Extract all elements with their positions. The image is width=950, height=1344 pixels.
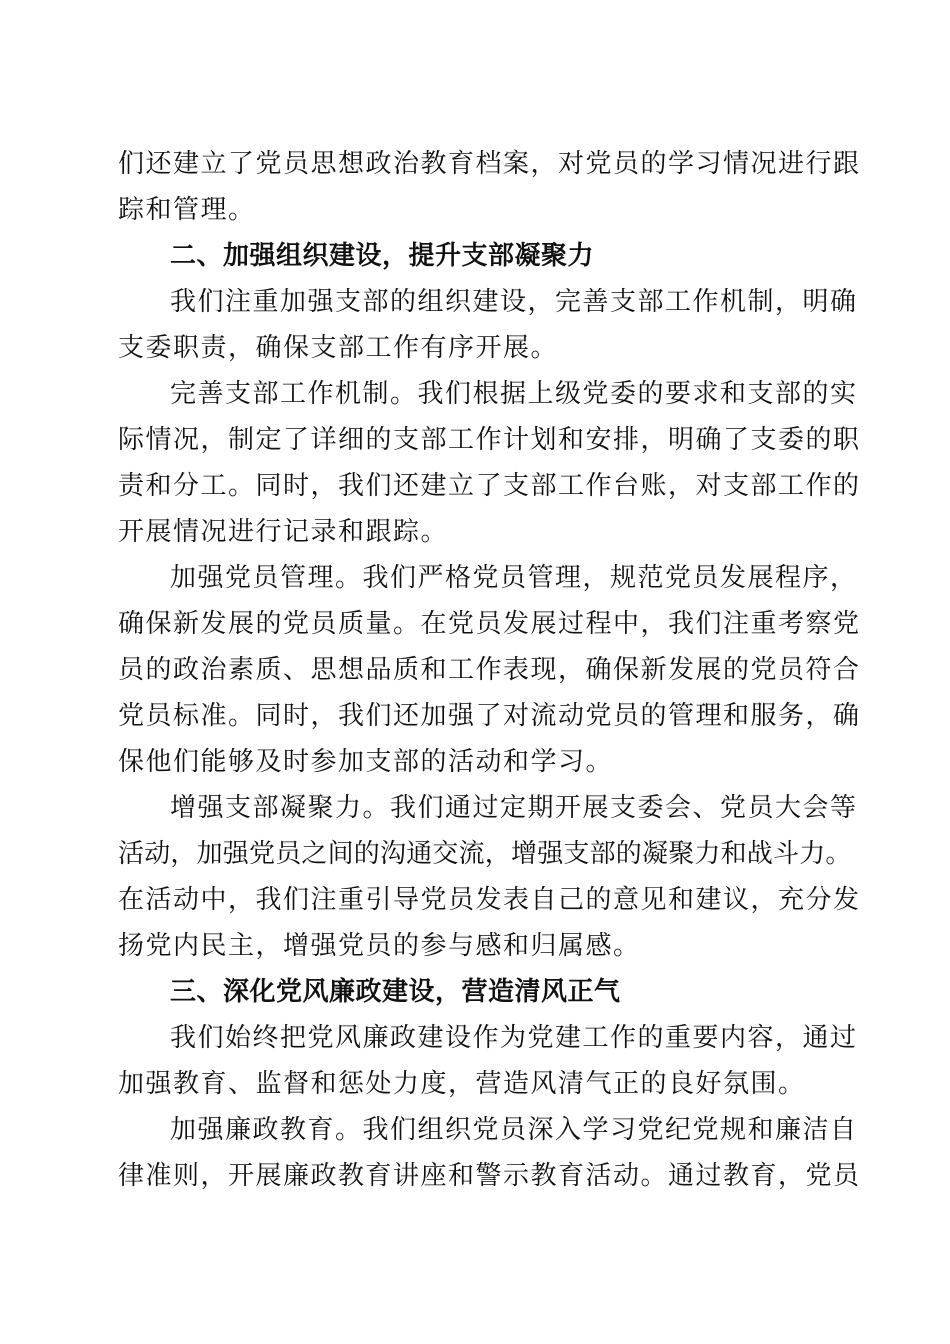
paragraph-line: 我们始终把党风廉政建设作为党建工作的重要内容，通过 bbox=[170, 1023, 858, 1053]
paragraph-line: 保他们能够及时参加支部的活动和学习。 bbox=[118, 747, 614, 777]
section-heading-3: 三、深化党风廉政建设，营造清风正气 bbox=[170, 977, 621, 1007]
paragraph-line: 支委职责，确保支部工作有序开展。 bbox=[118, 333, 559, 363]
paragraph-line: 踪和管理。 bbox=[118, 195, 256, 225]
paragraph-line: 我们注重加强支部的组织建设，完善支部工作机制，明确 bbox=[170, 287, 858, 317]
paragraph-line: 活动，加强党员之间的沟通交流，增强支部的凝聚力和战斗力。 bbox=[118, 839, 852, 869]
paragraph-line: 们还建立了党员思想政治教育档案，对党员的学习情况进行跟 bbox=[118, 149, 861, 179]
paragraph-line: 扬党内民主，增强党员的参与感和归属感。 bbox=[118, 931, 641, 961]
section-heading-2: 二、加强组织建设，提升支部凝聚力 bbox=[170, 241, 595, 271]
paragraph-line: 加强教育、监督和惩处力度，营造风清气正的良好氛围。 bbox=[118, 1069, 806, 1099]
paragraph-line: 责和分工。同时，我们还建立了支部工作台账，对支部工作的 bbox=[118, 471, 861, 501]
paragraph-line: 加强党员管理。我们严格党员管理，规范党员发展程序， bbox=[170, 563, 858, 593]
paragraph-line: 员的政治素质、思想品质和工作表现，确保新发展的党员符合 bbox=[118, 655, 861, 685]
paragraph-line: 际情况，制定了详细的支部工作计划和安排，明确了支委的职 bbox=[118, 425, 861, 455]
paragraph-line: 开展情况进行记录和跟踪。 bbox=[118, 517, 449, 547]
paragraph-line: 完善支部工作机制。我们根据上级党委的要求和支部的实 bbox=[170, 379, 858, 409]
document-body bbox=[118, 141, 861, 1199]
paragraph-line: 在活动中，我们注重引导党员发表自己的意见和建议，充分发 bbox=[118, 885, 861, 915]
paragraph-line: 确保新发展的党员质量。在党员发展过程中，我们注重考察党 bbox=[118, 609, 861, 639]
paragraph-line: 律准则，开展廉政教育讲座和警示教育活动。通过教育，党员 bbox=[118, 1161, 861, 1191]
paragraph-line: 增强支部凝聚力。我们通过定期开展支委会、党员大会等 bbox=[170, 793, 858, 823]
paragraph-line: 党员标准。同时，我们还加强了对流动党员的管理和服务，确 bbox=[118, 701, 861, 731]
paragraph-line: 加强廉政教育。我们组织党员深入学习党纪党规和廉洁自 bbox=[170, 1115, 858, 1145]
